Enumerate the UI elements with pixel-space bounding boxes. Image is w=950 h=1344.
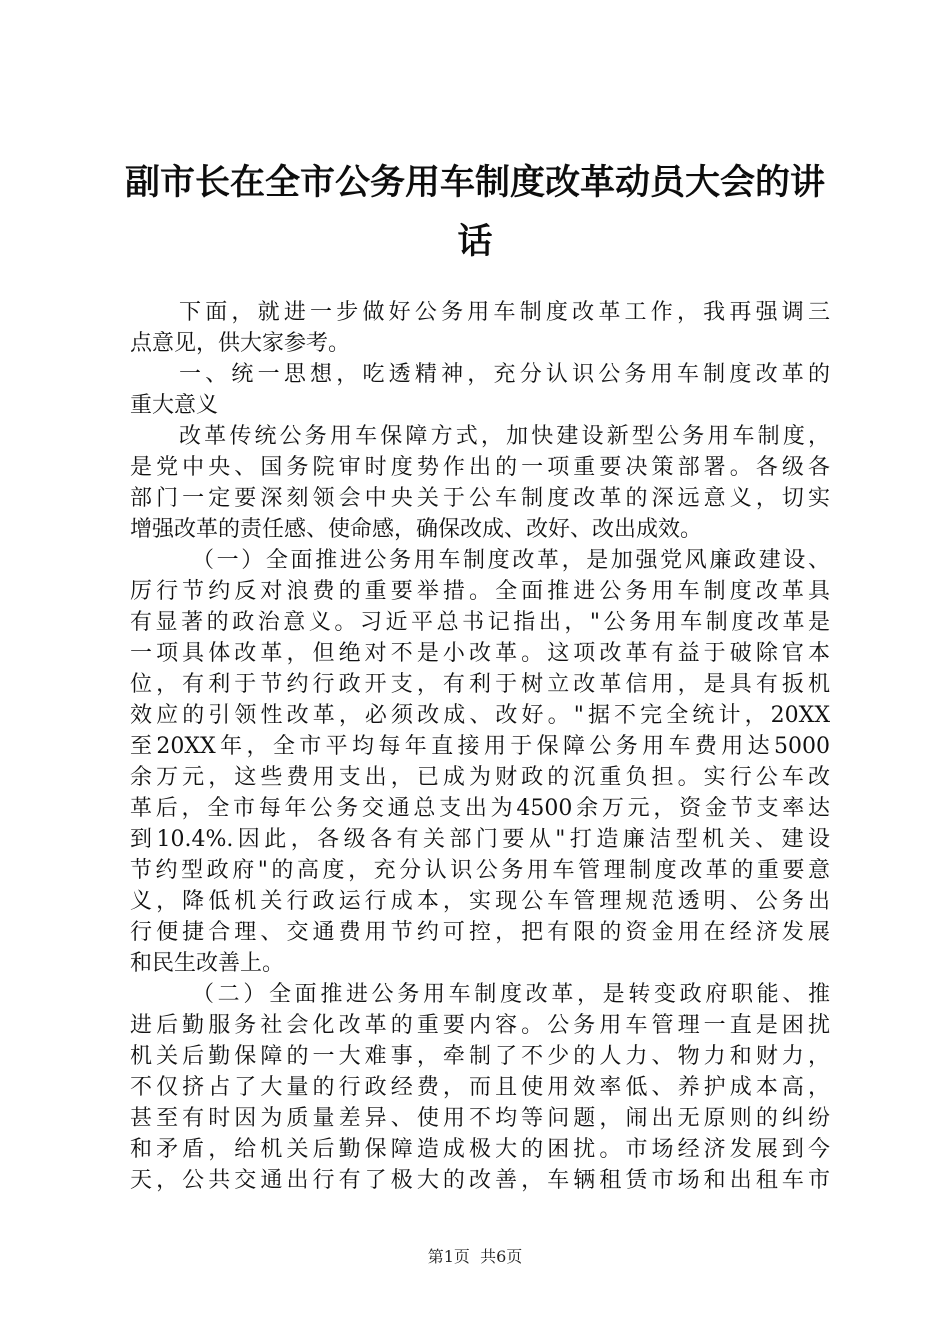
- page-number-label: 第1页 共6页: [427, 1247, 523, 1266]
- paragraph-line: 效应的引领性改革，必须改成、改好。"据不完全统计，20XX: [130, 703, 830, 728]
- paragraph-line: 厉行节约反对浪费的重要举措。全面推进公务用车制度改革具: [130, 579, 830, 604]
- document-title-line-2: 话: [457, 222, 493, 262]
- document-body: [130, 297, 830, 1196]
- paragraph-line: 和矛盾，给机关后勤保障造成极大的困扰。市场经济发展到今: [130, 1137, 830, 1162]
- paragraph-line: 一项具体改革，但绝对不是小改革。这项改革有益于破除官本: [130, 641, 830, 666]
- paragraph-line: 到10.4%.因此，各级各有关部门要从"打造廉洁型机关、建设: [130, 827, 830, 852]
- paragraph-line: 下面，就进一步做好公务用车制度改革工作，我再强调三: [179, 300, 830, 325]
- page-footer: [0, 1244, 950, 1267]
- paragraph-line: 点意见，供大家参考。: [130, 331, 351, 356]
- paragraph-line: 革后，全市每年公务交通总支出为4500余万元，资金节支率达: [130, 796, 830, 821]
- paragraph-line: 不仅挤占了大量的行政经费，而且使用效率低、养护成本高，: [130, 1075, 830, 1100]
- paragraph-line: 是党中央、国务院审时度势作出的一项重要决策部署。各级各: [130, 455, 830, 480]
- paragraph-line: 节约型政府"的高度，充分认识公务用车管理制度改革的重要意: [130, 858, 830, 883]
- paragraph-line: 部门一定要深刻领会中央关于公车制度改革的深远意义，切实: [130, 486, 830, 511]
- section-heading-line: 重大意义: [130, 393, 219, 418]
- paragraph-line: 有显著的政治意义。习近平总书记指出，"公务用车制度改革是: [130, 610, 830, 635]
- paragraph-line: （一）全面推进公务用车制度改革，是加强党风廉政建设、: [192, 548, 830, 573]
- section-heading-line: 一、统一思想，吃透精神，充分认识公务用车制度改革的: [179, 362, 830, 387]
- paragraph-line: 进后勤服务社会化改革的重要内容。公务用车管理一直是困扰: [130, 1013, 830, 1038]
- paragraph-line: 甚至有时因为质量差异、使用不均等问题，闹出无原则的纠纷: [130, 1106, 830, 1131]
- paragraph-line: 义，降低机关行政运行成本，实现公车管理规范透明、公务出: [130, 889, 830, 914]
- paragraph-line: 增强改革的责任感、使命感，确保改成、改好、改出成效。: [130, 517, 703, 542]
- paragraph-line: 至20XX年，全市平均每年直接用于保障公务用车费用达5000: [130, 734, 830, 759]
- paragraph-line: 余万元，这些费用支出，已成为财政的沉重负担。实行公车改: [130, 765, 830, 790]
- document-title-line-1: 副市长在全市公务用车制度改革动员大会的讲: [124, 163, 825, 203]
- paragraph-line: 和民生改善上。: [130, 951, 285, 976]
- paragraph-line: 位，有利于节约行政开支，有利于树立改革信用，是具有扳机: [130, 672, 830, 697]
- paragraph-line: （二）全面推进公务用车制度改革，是转变政府职能、推: [192, 982, 830, 1007]
- paragraph-line: 天，公共交通出行有了极大的改善，车辆租赁市场和出租车市: [130, 1168, 830, 1193]
- paragraph-line: 改革传统公务用车保障方式，加快建设新型公务用车制度，: [179, 424, 830, 449]
- paragraph-line: 行便捷合理、交通费用节约可控，把有限的资金用在经济发展: [130, 920, 830, 945]
- paragraph-line: 机关后勤保障的一大难事，牵制了不少的人力、物力和财力，: [130, 1044, 830, 1069]
